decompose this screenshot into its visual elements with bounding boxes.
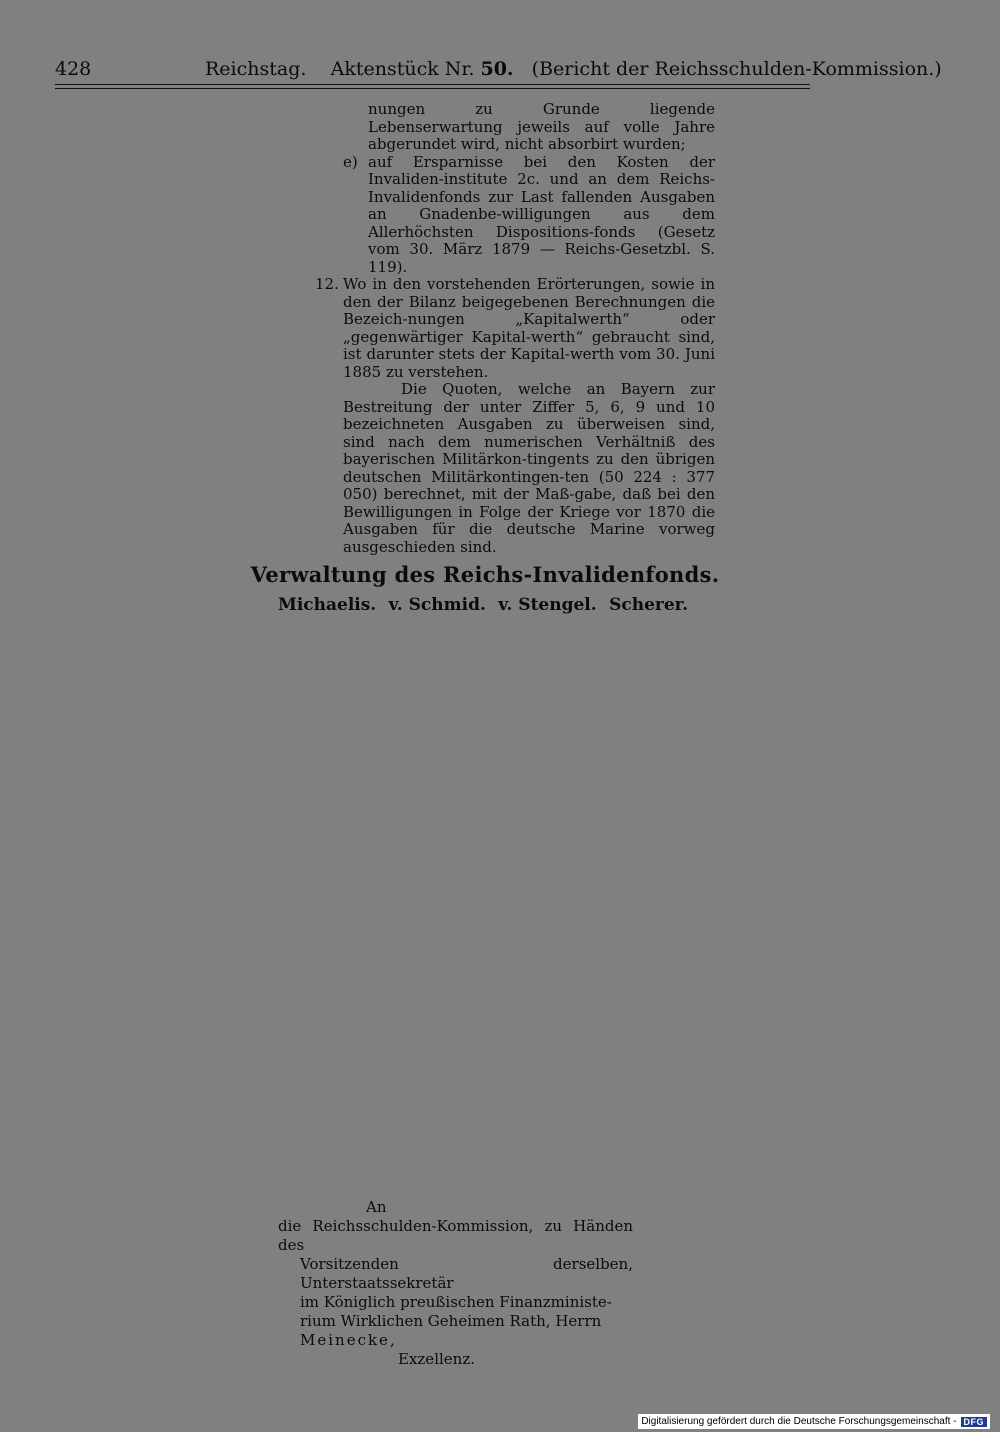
section-heading: Verwaltung des Reichs-Invalidenfonds. bbox=[250, 562, 720, 587]
running-title-suffix: (Bericht der Reichsschulden-Kommission.) bbox=[531, 58, 942, 80]
list-text-12: Wo in den vorstehenden Erörterungen, sowie in den der Bilanz beigegebenen Berechnungen die Bezeich-nungen „Kapitalwerth“ oder „gegenwärtiger Kapital-werth“ gebraucht sind, ist darunter stets der Kapital-werth vom 30. Juni 1885 zu verstehen. bbox=[343, 275, 715, 381]
footer-text: Digitalisierung gefördert durch die Deutsche Forschungsgemeinschaft - bbox=[641, 1416, 957, 1427]
address-an: An bbox=[366, 1198, 387, 1216]
signatory: Michaelis. bbox=[278, 595, 377, 615]
list-text-e: auf Ersparnisse bei den Kosten der Invaliden-institute 2c. und an dem Reichs-Invalidenfonds zur Last fallenden Ausgaben an Gnadenbe-willigungen aus dem Allerhöchsten Dispositions-fonds (Gesetz vom 30. März 1879 — Reichs-Gesetzbl. S. 119). bbox=[368, 152, 715, 276]
list-marker-12: 12. bbox=[315, 275, 339, 293]
dfg-logo-icon: DFG bbox=[961, 1417, 988, 1427]
continuation-paragraph: nungen zu Grunde liegende Lebenserwartung jeweils auf volle Jahre abgerundet wird, nicht absorbirt wurden; bbox=[368, 100, 715, 153]
address-line: im Königlich preußischen Finanzministe- bbox=[300, 1293, 612, 1311]
running-title-prefix: Reichstag. bbox=[205, 58, 307, 80]
address-block bbox=[278, 1198, 633, 1369]
list-item-12 bbox=[310, 276, 715, 381]
address-line: Vorsitzenden derselben, Unterstaatssekretär bbox=[300, 1255, 633, 1292]
header-rule-bottom bbox=[55, 88, 810, 89]
footer-credit bbox=[638, 1414, 990, 1429]
page-number: 428 bbox=[55, 58, 92, 80]
address-line: rium Wirklichen Geheimen Rath, Herrn bbox=[300, 1312, 602, 1330]
address-title: Exzellenz. bbox=[398, 1350, 475, 1368]
quotes-paragraph: Die Quoten, welche an Bayern zur Bestreitung der unter Ziffer 5, 6, 9 und 10 bezeichneten Ausgaben zu überweisen sind, sind nach dem numerischen Verhältniß des bayerischen Militärkon-tingents zu den übrigen deutschen Militärkontingen-ten (50 224 : 377 050) berechnet, mit der Maß-gabe, daß bei den Bewilligungen in Folge der Kriege vor 1870 die Ausgaben für die deutsche Marine vorweg ausgeschieden sind. bbox=[343, 380, 715, 556]
address-name: Meinecke, bbox=[300, 1331, 397, 1349]
text-column bbox=[310, 101, 715, 556]
address-line: die Reichsschulden-Kommission, zu Händen des bbox=[278, 1217, 633, 1254]
running-title-number: 50. bbox=[480, 58, 514, 80]
header-rule-top bbox=[55, 84, 810, 85]
signatory: Scherer. bbox=[609, 595, 688, 615]
running-title bbox=[205, 58, 942, 80]
list-marker-e: e) bbox=[343, 152, 358, 171]
signatory: v. Stengel. bbox=[498, 595, 597, 615]
page-header bbox=[55, 56, 942, 82]
list-item-e bbox=[310, 154, 715, 277]
running-title-doc: Aktenstück Nr. bbox=[330, 58, 475, 80]
signatures bbox=[278, 595, 688, 615]
signatory: v. Schmid. bbox=[388, 595, 486, 615]
